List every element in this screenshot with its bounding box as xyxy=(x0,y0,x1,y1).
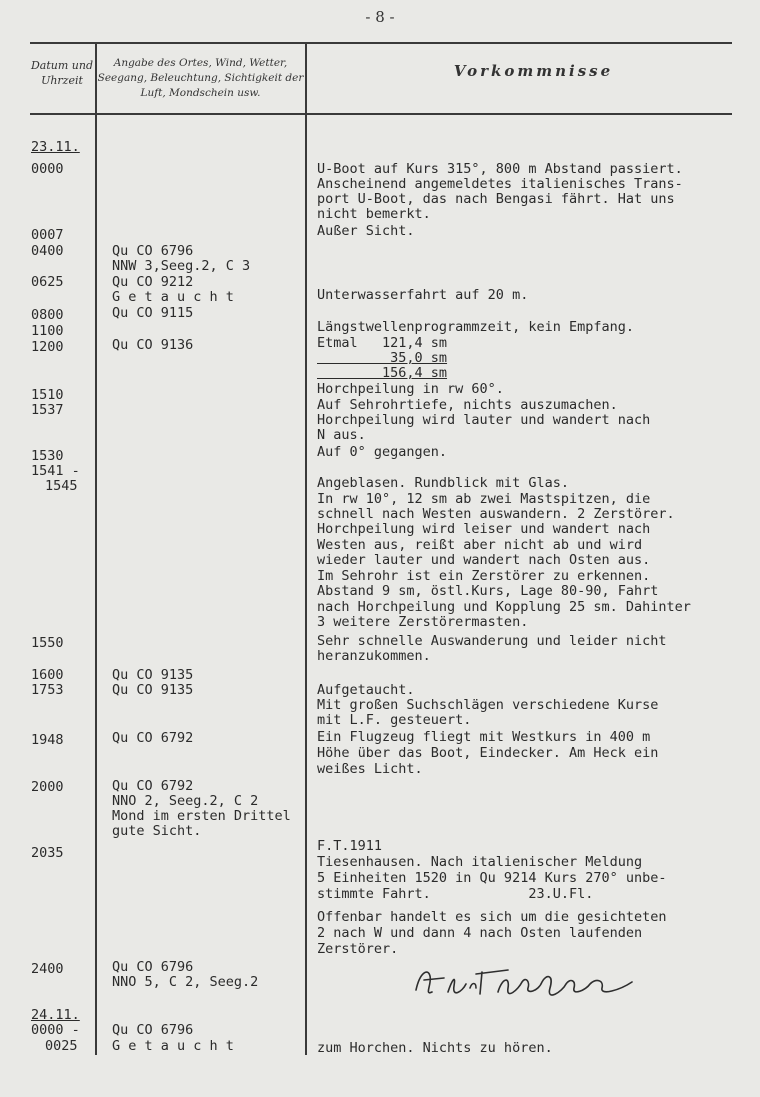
time-entry: 0625 xyxy=(31,274,64,290)
time-entry: 2035 xyxy=(31,845,64,861)
time-entry: 0400 xyxy=(31,243,64,259)
event-line: Tiesenhausen. Nach italienischer Meldung xyxy=(317,854,643,870)
event-line: 156,4 sm xyxy=(317,365,448,381)
event-line: Horchpeilung wird lauter und wandert nach xyxy=(317,412,651,428)
event-line: 35,0 sm xyxy=(317,350,448,366)
event-line: heranzukommen. xyxy=(317,648,431,664)
time-entry: 0025 xyxy=(45,1038,78,1054)
place-line: Qu CO 6796 xyxy=(112,959,194,975)
date-entry: 24.11. xyxy=(31,1007,80,1023)
event-line: Westen aus, reißt aber nicht ab und wird xyxy=(317,537,643,553)
event-line: 5 Einheiten 1520 in Qu 9214 Kurs 270° unbe- xyxy=(317,870,667,886)
time-entry: 1948 xyxy=(31,732,64,748)
event-line: nach Horchpeilung und Kopplung 25 sm. Dahinter xyxy=(317,599,691,615)
event-line: Abstand 9 sm, östl.Kurs, Lage 80-90, Fahrt xyxy=(317,583,659,599)
event-line: N aus. xyxy=(317,427,366,443)
event-line: Sehr schnelle Auswanderung und leider nicht xyxy=(317,633,667,649)
time-entry: 2000 xyxy=(31,779,64,795)
event-line: Offenbar handelt es sich um die gesichteten xyxy=(317,909,667,925)
header-place: Angabe des Ortes, Wind, Wetter, Seegang, Beleuchtung, Sichtigkeit der Luft, Mondschein usw. xyxy=(97,57,304,99)
event-line: 3 weitere Zerstörermasten. xyxy=(317,614,529,630)
event-line: Etmal 121,4 sm xyxy=(317,335,448,351)
place-line: Qu CO 9212 xyxy=(112,274,194,290)
place-line: Qu CO 9136 xyxy=(112,337,194,353)
time-entry: 0800 xyxy=(31,307,64,323)
date-entry: 23.11. xyxy=(31,139,80,155)
event-line: Unterwasserfahrt auf 20 m. xyxy=(317,287,529,303)
event-line: Angeblasen. Rundblick mit Glas. xyxy=(317,475,569,491)
time-entry: 0000 - xyxy=(31,1022,80,1038)
event-line: weißes Licht. xyxy=(317,761,423,777)
event-line: Auf 0° gegangen. xyxy=(317,444,448,460)
time-entry: 1600 xyxy=(31,667,64,683)
event-line: 2 nach W und dann 4 nach Osten laufenden xyxy=(317,925,643,941)
place-line: Qu CO 9115 xyxy=(112,305,194,321)
header-bottom-rule xyxy=(30,113,732,115)
time-entry: 1530 xyxy=(31,448,64,464)
place-line: NNW 3,Seeg.2, C 3 xyxy=(112,258,251,274)
event-line: Anscheinend angemeldetes italienisches Trans- xyxy=(317,176,683,192)
event-line: mit L.F. gesteuert. xyxy=(317,712,472,728)
event-line: F.T.1911 xyxy=(317,838,383,854)
page-number: - 8 - xyxy=(365,8,395,26)
event-line: Höhe über das Boot, Eindecker. Am Heck ein xyxy=(317,745,659,761)
header-date: Datum und Uhrzeit xyxy=(30,59,94,87)
place-line: Qu CO 9135 xyxy=(112,682,194,698)
place-line: Qu CO 6796 xyxy=(112,243,194,259)
place-line: gute Sicht. xyxy=(112,823,202,839)
event-line: wieder lauter und wandert nach Osten aus. xyxy=(317,552,651,568)
time-entry: 1537 xyxy=(31,402,64,418)
event-line: In rw 10°, 12 sm ab zwei Mastspitzen, die xyxy=(317,491,651,507)
event-line: Horchpeilung wird leiser und wandert nach xyxy=(317,521,651,537)
place-column-divider xyxy=(305,42,307,1055)
time-entry: 1753 xyxy=(31,682,64,698)
place-line: NNO 5, C 2, Seeg.2 xyxy=(112,974,259,990)
time-entry: 1100 xyxy=(31,323,64,339)
event-line: Zerstörer. xyxy=(317,941,399,957)
time-entry: 1541 - xyxy=(31,463,80,479)
event-line: Auf Sehrohrtiefe, nichts auszumachen. xyxy=(317,397,618,413)
date-column-divider xyxy=(95,42,97,1055)
time-entry: 0007 xyxy=(31,227,64,243)
event-line: port U-Boot, das nach Bengasi fährt. Hat uns xyxy=(317,191,675,207)
event-line: Ein Flugzeug fliegt mit Westkurs in 400 m xyxy=(317,729,651,745)
place-line: G e t a u c h t xyxy=(112,1038,234,1054)
place-line: Qu CO 9135 xyxy=(112,667,194,683)
time-entry: 2400 xyxy=(31,961,64,977)
event-line: stimmte Fahrt. 23.U.Fl. xyxy=(317,886,594,902)
event-line: Aufgetaucht. xyxy=(317,682,415,698)
time-entry: 0000 xyxy=(31,161,64,177)
time-entry: 1550 xyxy=(31,635,64,651)
event-line: nicht bemerkt. xyxy=(317,206,431,222)
header-events: Vorkommnisse xyxy=(453,62,614,80)
event-line: Im Sehrohr ist ein Zerstörer zu erkennen. xyxy=(317,568,651,584)
place-line: Qu CO 6792 xyxy=(112,730,194,746)
place-line: Mond im ersten Drittel xyxy=(112,808,291,824)
signature-image xyxy=(410,962,640,1002)
place-line: Qu CO 6796 xyxy=(112,1022,194,1038)
place-line: Qu CO 6792 xyxy=(112,778,194,794)
event-line: Längstwellenprogrammzeit, kein Empfang. xyxy=(317,319,634,335)
place-line: G e t a u c h t xyxy=(112,289,234,305)
place-line: NNO 2, Seeg.2, C 2 xyxy=(112,793,259,809)
time-entry: 1510 xyxy=(31,387,64,403)
event-line: Horchpeilung in rw 60°. xyxy=(317,381,504,397)
event-line: schnell nach Westen auswandern. 2 Zerstörer. xyxy=(317,506,675,522)
header-top-rule xyxy=(30,42,732,44)
event-line: zum Horchen. Nichts zu hören. xyxy=(317,1040,553,1056)
event-line: U-Boot auf Kurs 315°, 800 m Abstand passiert. xyxy=(317,161,683,177)
event-line: Mit großen Suchschlägen verschiedene Kurse xyxy=(317,697,659,713)
time-entry: 1200 xyxy=(31,339,64,355)
event-line: Außer Sicht. xyxy=(317,223,415,239)
time-entry: 1545 xyxy=(45,478,78,494)
